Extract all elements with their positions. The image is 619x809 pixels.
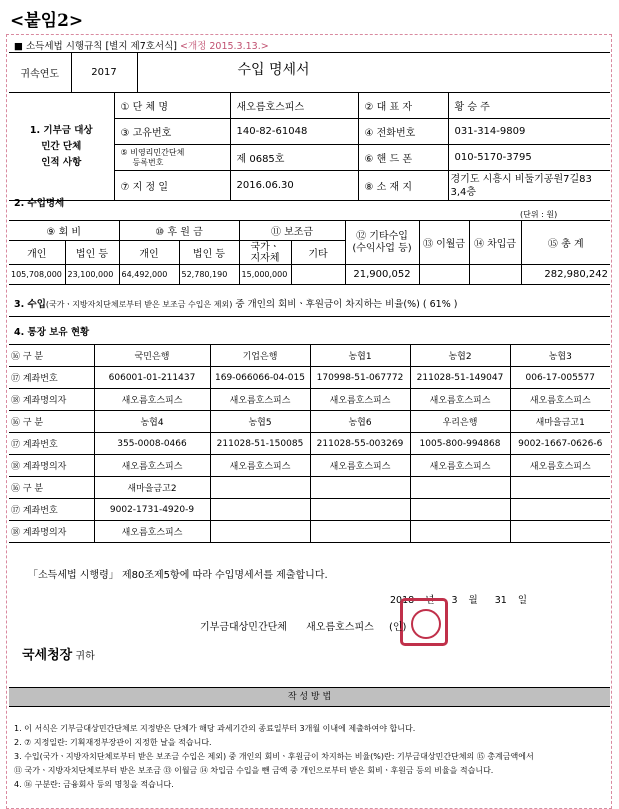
account-holder	[310, 521, 410, 543]
date-day-unit: 일	[517, 595, 528, 606]
account-number: 355-0008-0466	[94, 433, 210, 455]
fee-header: ⑨ 회 비	[9, 221, 119, 241]
org-name-value: 새오름호스피스	[230, 93, 358, 119]
reg-value: 제 0685호	[230, 145, 358, 171]
gov-value: 15,000,000	[239, 265, 291, 285]
account-bank: 농협2	[410, 345, 510, 367]
accounts-table	[9, 344, 610, 543]
transfer-header: ⑬ 이월금	[419, 221, 469, 265]
section2-title: 2. 수입명세	[14, 198, 65, 209]
guide-line: 1. 이 서식은 기부금대상민간단체로 지정받은 단체가 해당 과세기간의 종료일부터 3개월 이내에 제출하여야 합니다.	[14, 724, 416, 733]
account-bank: 농협4	[94, 411, 210, 433]
guide-line: 2. ⑦ 지정일란: 기획재정부장관이 지정한 날을 적습니다.	[14, 738, 212, 747]
header-table	[9, 52, 610, 93]
account-number	[410, 499, 510, 521]
mobile-label: ⑥ 핸 드 폰	[358, 145, 448, 171]
seal-mark: (인)	[388, 622, 407, 633]
other-income-value: 21,900,052	[345, 265, 419, 285]
account-bank	[310, 477, 410, 499]
section3-note: (국가ㆍ지방자치단체로부터 받은 보조금 수입은 제외)	[45, 300, 233, 309]
other-income-line: ⑫ 기타수입	[356, 230, 408, 242]
account-number	[510, 499, 610, 521]
fee-corporate-value: 23,100,000	[65, 265, 119, 285]
support-individual-header: 개인	[119, 241, 179, 265]
address-value	[448, 171, 610, 201]
total-header: ⑮ 총 계	[521, 221, 610, 265]
rep-value: 황 승 주	[448, 93, 610, 119]
account-bank	[210, 477, 310, 499]
loan-header: ⑭ 차입금	[469, 221, 521, 265]
reg-label-line: 등록번호	[132, 157, 164, 167]
date-label: ⑦ 지 정 일	[114, 171, 230, 201]
guide-line: 4. ⑯ 구분란: 금융회사 등의 명칭을 적습니다.	[14, 780, 174, 789]
section1-line: 인적 사항	[41, 156, 82, 168]
transfer-value	[419, 265, 469, 285]
guide-text	[14, 722, 534, 792]
legal-form-number: ■ 소득세법 시행규칙 [별지 제7호서식]	[14, 41, 181, 52]
guide-line: ⑪ 국가ㆍ지방자치단체로부터 받은 보조금 ⑬ 이월금 ⑭ 차입금 수입을 뺀 금액 중 개인으로부터 받은 회비ㆍ후원금 등의 비율을 적습니다.	[14, 766, 494, 775]
account-holder: 새오름호스피스	[410, 455, 510, 477]
section3-lead: 3. 수입	[14, 299, 46, 310]
account-holder-label: ⑱ 계좌명의자	[9, 389, 94, 411]
fee-corporate-header: 법인 등	[65, 241, 119, 265]
guide-title-bar: 작 성 방 법	[9, 687, 610, 707]
date-day: 31	[494, 595, 507, 606]
id-value: 140-82-61048	[230, 119, 358, 145]
account-holder: 새오름호스피스	[94, 389, 210, 411]
submission-statement: 「소득세법 시행령」 제80조제5항에 따라 수입명세서를 제출합니다.	[28, 570, 328, 581]
support-header: ⑩ 후 원 금	[119, 221, 239, 241]
account-number: 211028-55-003269	[310, 433, 410, 455]
etc-value	[291, 265, 345, 285]
account-bank: 국민은행	[94, 345, 210, 367]
reg-label-line: ⑤ 비영리민간단체	[120, 147, 185, 157]
account-bank: 우리은행	[410, 411, 510, 433]
recipient	[22, 644, 95, 663]
support-corporate-header: 법인 등	[179, 241, 239, 265]
unit-note: (단위 : 원)	[520, 210, 558, 219]
account-holder: 새오름호스피스	[310, 455, 410, 477]
address-line: 3,4층	[450, 186, 477, 198]
loan-value	[469, 265, 521, 285]
account-bank: 농협1	[310, 345, 410, 367]
section1-label	[9, 93, 114, 201]
account-holder	[510, 521, 610, 543]
account-bank: 농협6	[310, 411, 410, 433]
account-type-label: ⑯ 구 분	[9, 345, 94, 367]
phone-label: ④ 전화번호	[358, 119, 448, 145]
section-divider	[9, 316, 610, 317]
account-holder: 새오름호스피스	[210, 455, 310, 477]
account-holder: 새오름호스피스	[94, 521, 210, 543]
page-heading: <붙임2>	[10, 11, 84, 31]
date-year: 2018	[390, 595, 415, 606]
account-holder: 새오름호스피스	[410, 389, 510, 411]
address-label: ⑧ 소 재 지	[358, 171, 448, 201]
year-label: 귀속연도	[9, 53, 71, 93]
other-income-header	[345, 221, 419, 265]
date-year-unit: 년	[425, 595, 435, 606]
recipient-main: 국세청장	[22, 648, 73, 663]
section1-line: 1. 기부금 대상	[29, 124, 93, 136]
account-number: 1005-800-994868	[410, 433, 510, 455]
account-bank: 농협3	[510, 345, 610, 367]
account-bank	[510, 477, 610, 499]
account-type-label: ⑯ 구 분	[9, 477, 94, 499]
subsidy-header: ⑪ 보조금	[239, 221, 345, 241]
signer-name: 새오름호스피스	[306, 622, 374, 633]
account-bank: 기업은행	[210, 345, 310, 367]
account-holder-label: ⑱ 계좌명의자	[9, 521, 94, 543]
date-value: 2016.06.30	[230, 171, 358, 201]
support-corporate-value: 52,780,190	[179, 265, 239, 285]
income-table	[9, 220, 610, 285]
other-income-line: (수익사업 등)	[352, 242, 412, 254]
account-bank	[410, 477, 510, 499]
account-holder: 새오름호스피스	[310, 389, 410, 411]
account-holder: 새오름호스피스	[510, 455, 610, 477]
gov-header	[239, 241, 291, 265]
date-month-unit: 월	[468, 595, 478, 606]
org-info-table	[9, 92, 610, 201]
account-holder: 새오름호스피스	[510, 389, 610, 411]
section3-rest: 중 개인의 회비ㆍ후원금이 차지하는 비율(%) ( 61% )	[232, 299, 458, 310]
section1-line: 민간 단체	[41, 140, 82, 152]
account-number-label: ⑰ 계좌번호	[9, 433, 94, 455]
account-number-label: ⑰ 계좌번호	[9, 499, 94, 521]
account-bank: 새마을금고1	[510, 411, 610, 433]
account-number-label: ⑰ 계좌번호	[9, 367, 94, 389]
organization-seal	[400, 598, 448, 646]
account-number: 006-17-005577	[510, 367, 610, 389]
account-number	[210, 499, 310, 521]
account-number: 606001-01-211437	[94, 367, 210, 389]
account-number: 170998-51-067772	[310, 367, 410, 389]
gov-header-line: 지자체	[250, 252, 280, 264]
account-number: 9002-1731-4920-9	[94, 499, 210, 521]
account-number: 211028-51-149047	[410, 367, 510, 389]
account-holder	[210, 521, 310, 543]
section4-title: 4. 통장 보유 현황	[14, 327, 90, 338]
gov-header-line: 국가ㆍ	[250, 241, 280, 253]
recipient-suffix: 귀하	[72, 651, 95, 662]
account-number: 169-066066-04-015	[210, 367, 310, 389]
form-title: 수입 명세서	[137, 53, 610, 93]
etc-header: 기타	[291, 241, 345, 265]
rep-label: ② 대 표 자	[358, 93, 448, 119]
account-number	[310, 499, 410, 521]
account-holder: 새오름호스피스	[94, 455, 210, 477]
account-holder-label: ⑱ 계좌명의자	[9, 455, 94, 477]
date-month: 3	[451, 595, 458, 606]
account-bank: 농협5	[210, 411, 310, 433]
id-label: ③ 고유번호	[114, 119, 230, 145]
phone-value: 031-314-9809	[448, 119, 610, 145]
section3-ratio	[14, 296, 457, 310]
fee-individual-value: 105,708,000	[9, 265, 65, 285]
account-number: 9002-1667-0626-6	[510, 433, 610, 455]
account-number: 211028-51-150085	[210, 433, 310, 455]
total-value: 282,980,242	[521, 265, 610, 285]
address-line: 경기도 시흥시 비둘기공원7길83	[450, 173, 592, 185]
legal-revision: <개정 2015.3.13.>	[180, 41, 269, 52]
signature-line	[200, 618, 406, 633]
mobile-value: 010-5170-3795	[448, 145, 610, 171]
year-value: 2017	[71, 53, 137, 93]
account-bank: 새마을금고2	[94, 477, 210, 499]
reg-label	[114, 145, 230, 171]
signer-type: 기부금대상민간단체	[200, 622, 287, 633]
account-holder: 새오름호스피스	[210, 389, 310, 411]
account-type-label: ⑯ 구 분	[9, 411, 94, 433]
fee-individual-header: 개인	[9, 241, 65, 265]
legal-reference	[14, 38, 269, 52]
support-individual-value: 64,492,000	[119, 265, 179, 285]
guide-line: 3. 수입(국가ㆍ지방자치단체로부터 받은 보조금 수입은 제외) 중 개인의 회비ㆍ후원금이 차지하는 비율(%)란: 기부금대상민간단체의 ⑮ 총계금액에서	[14, 752, 534, 761]
org-name-label: ① 단 체 명	[114, 93, 230, 119]
account-holder	[410, 521, 510, 543]
